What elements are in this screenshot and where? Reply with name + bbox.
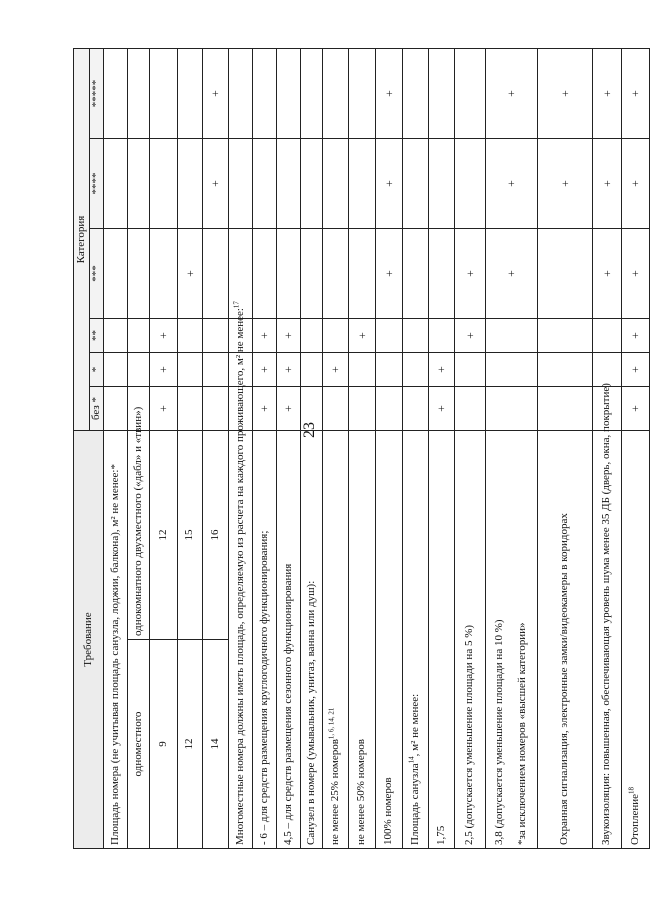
category-mark: + [150, 319, 178, 353]
category-mark: + [622, 387, 650, 431]
category-mark: + [203, 48, 229, 138]
category-mark [203, 353, 229, 387]
category-mark [301, 387, 323, 431]
category-mark [104, 353, 128, 387]
category-mark: + [622, 353, 650, 387]
requirement-cell [455, 431, 486, 849]
category-mark [403, 48, 429, 138]
category-mark: + [622, 48, 650, 138]
category-mark [178, 48, 203, 138]
category-header: без * [90, 387, 104, 431]
table-row [203, 48, 229, 848]
category-mark [277, 139, 301, 229]
category-mark: + [150, 387, 178, 431]
category-mark [403, 353, 429, 387]
table-row [376, 48, 403, 848]
category-mark [301, 319, 323, 353]
category-mark [128, 139, 150, 229]
footnote-ref: 14 [407, 756, 416, 764]
requirement-text: Санузел в номере (умывальник, унитаз, ванна или душ): [304, 580, 317, 845]
category-mark [150, 139, 178, 229]
room-type-right: 16 [203, 431, 229, 640]
category-mark [486, 319, 538, 353]
category-mark: + [486, 139, 538, 229]
category-mark [376, 353, 403, 387]
category-mark [301, 48, 323, 138]
category-mark [455, 48, 486, 138]
table-row [277, 48, 301, 848]
requirement-cell [622, 431, 650, 849]
category-mark [538, 319, 593, 353]
category-mark: + [178, 229, 203, 319]
requirement-text: - 6 – для средств размещения круглогодичного функционирования; [257, 530, 270, 845]
category-mark [178, 139, 203, 229]
category-mark: + [277, 319, 301, 353]
table-row [622, 48, 650, 848]
table-row [486, 48, 538, 848]
category-mark [349, 48, 376, 138]
category-mark [150, 229, 178, 319]
requirement-cell [323, 431, 349, 849]
table-row [349, 48, 376, 848]
table-row [150, 48, 178, 848]
header-requirement: Требование [74, 431, 104, 849]
requirement-cell [593, 383, 622, 849]
category-mark: + [253, 353, 277, 387]
category-mark: + [486, 48, 538, 138]
category-mark: + [593, 229, 622, 319]
requirement-text: 4,5 – для средств размещения сезонного функционирования [281, 563, 294, 845]
category-mark [104, 387, 128, 431]
category-mark: + [429, 353, 455, 387]
category-mark: + [253, 387, 277, 431]
category-mark: + [376, 139, 403, 229]
category-mark [128, 48, 150, 138]
category-mark: + [376, 48, 403, 138]
category-mark [301, 139, 323, 229]
category-mark: + [593, 48, 622, 138]
table-row [229, 48, 253, 848]
category-mark: + [455, 229, 486, 319]
page-number: 23 [301, 422, 318, 438]
room-type-left: одноместного [128, 640, 150, 849]
category-mark: + [277, 387, 301, 431]
category-mark [229, 48, 253, 138]
category-mark [349, 387, 376, 431]
category-mark [593, 353, 622, 387]
room-type-right: 15 [178, 431, 203, 640]
category-mark [376, 319, 403, 353]
requirement-text: не менее 50% номеров [355, 739, 368, 845]
category-mark: + [622, 229, 650, 319]
requirement-cell [349, 431, 376, 849]
category-mark [253, 229, 277, 319]
category-mark [376, 387, 403, 431]
footnote-ref: 1, 6, 14, 21 [327, 707, 336, 740]
requirements-table [73, 48, 650, 849]
category-mark [301, 353, 323, 387]
footnote-ref: 18 [627, 786, 636, 794]
table-row [253, 48, 277, 848]
category-mark [178, 319, 203, 353]
category-mark: + [538, 139, 593, 229]
room-type-left: 12 [178, 640, 203, 849]
header-category: Категория [74, 48, 90, 430]
room-type-right: однокомнатного двухместного («дабл» и «твин») [128, 431, 150, 640]
category-mark [403, 387, 429, 431]
footnote-ref: 17 [232, 301, 241, 309]
category-mark [323, 229, 349, 319]
category-mark: + [253, 319, 277, 353]
requirement-cell [486, 431, 538, 849]
category-mark [429, 48, 455, 138]
requirement-text: не менее 25% номеров [328, 739, 341, 845]
category-mark: + [455, 319, 486, 353]
category-header: **** [90, 139, 104, 229]
category-mark [455, 387, 486, 431]
category-mark: + [429, 387, 455, 431]
requirement-text: 3,8 (допускается уменьшение площади на 10 %) [493, 619, 506, 845]
requirement-text: 1,75 [434, 825, 447, 845]
requirement-text: Многоместные номера должны иметь площадь, определяемую из расчета на каждого проживающего, м² не менее: [233, 308, 246, 845]
category-mark [128, 319, 150, 353]
category-mark [128, 229, 150, 319]
category-mark [104, 48, 128, 138]
table-row [593, 48, 622, 848]
category-mark [277, 48, 301, 138]
category-mark [429, 229, 455, 319]
table-row [403, 48, 429, 848]
category-mark [538, 353, 593, 387]
table-row [301, 48, 323, 848]
category-mark: + [593, 139, 622, 229]
category-mark [429, 139, 455, 229]
category-mark [403, 229, 429, 319]
category-mark: + [323, 353, 349, 387]
table-row [128, 48, 150, 848]
category-mark [178, 387, 203, 431]
category-mark [486, 353, 538, 387]
category-mark [323, 48, 349, 138]
category-mark: + [277, 353, 301, 387]
category-mark: + [538, 48, 593, 138]
requirement-cell [253, 431, 277, 849]
requirement-cell [301, 431, 323, 849]
category-mark [229, 139, 253, 229]
category-mark [104, 139, 128, 229]
requirement-text: Площадь номера (не учитывая площадь санузла, лоджии, балкона), м² не менее:* [108, 464, 121, 845]
table-row [323, 48, 349, 848]
requirement-cell [538, 431, 593, 849]
requirement-cell [403, 431, 429, 849]
requirement-cell [229, 301, 253, 849]
category-mark: + [486, 229, 538, 319]
category-mark [104, 229, 128, 319]
category-header: ** [90, 319, 104, 353]
category-mark: + [150, 353, 178, 387]
requirement-cell [104, 431, 128, 849]
requirement-text: Охранная сигнализация, электронные замки/видеокамеры в коридорах [558, 513, 571, 845]
category-mark [403, 139, 429, 229]
category-mark [455, 139, 486, 229]
category-mark [349, 139, 376, 229]
category-mark [486, 387, 538, 431]
category-mark [323, 319, 349, 353]
table-row [455, 48, 486, 848]
category-mark [301, 229, 323, 319]
category-mark [178, 353, 203, 387]
requirement-cell [429, 431, 455, 849]
requirement-text: 2,5 (допускается уменьшение площади на 5 %) [463, 624, 476, 845]
requirement-cell [277, 431, 301, 849]
category-header: * [90, 353, 104, 387]
requirement-text-cont: , м² не менее: [408, 693, 421, 757]
category-mark [429, 319, 455, 353]
requirement-note: *за исключением номеров «высшей категории» [516, 622, 529, 845]
category-mark [323, 387, 349, 431]
category-mark [104, 319, 128, 353]
category-mark [349, 353, 376, 387]
requirement-text: 100% номеров [382, 777, 395, 845]
category-mark [349, 229, 376, 319]
table-row [429, 48, 455, 848]
category-mark [538, 387, 593, 431]
category-mark [150, 48, 178, 138]
category-mark [455, 353, 486, 387]
category-mark [593, 319, 622, 353]
requirement-cell [376, 431, 403, 849]
room-type-left: 14 [203, 640, 229, 849]
category-mark [203, 229, 229, 319]
category-mark [203, 387, 229, 431]
category-mark: + [349, 319, 376, 353]
category-mark [323, 139, 349, 229]
category-header: *** [90, 229, 104, 319]
requirement-text: Звукоизоляция: повышенная, обеспечивающая уровень шума менее 35 ДБ (дверь, окна, покрытие) [600, 383, 613, 845]
room-type-right: 12 [150, 431, 178, 640]
category-mark: + [203, 139, 229, 229]
category-mark [203, 319, 229, 353]
table-row [178, 48, 203, 848]
category-mark [253, 48, 277, 138]
category-mark: + [622, 139, 650, 229]
room-type-left: 9 [150, 640, 178, 849]
category-mark: + [376, 229, 403, 319]
requirement-text: Отопление [628, 793, 641, 845]
table-row [538, 48, 593, 848]
category-mark: + [622, 319, 650, 353]
requirement-text: Площадь санузла [408, 763, 421, 845]
category-header: ***** [90, 48, 104, 138]
category-mark [403, 319, 429, 353]
category-mark [538, 229, 593, 319]
category-mark [253, 139, 277, 229]
category-mark [128, 353, 150, 387]
requirements-table-rotated [73, 49, 643, 849]
table-row [104, 48, 128, 848]
category-mark [277, 229, 301, 319]
